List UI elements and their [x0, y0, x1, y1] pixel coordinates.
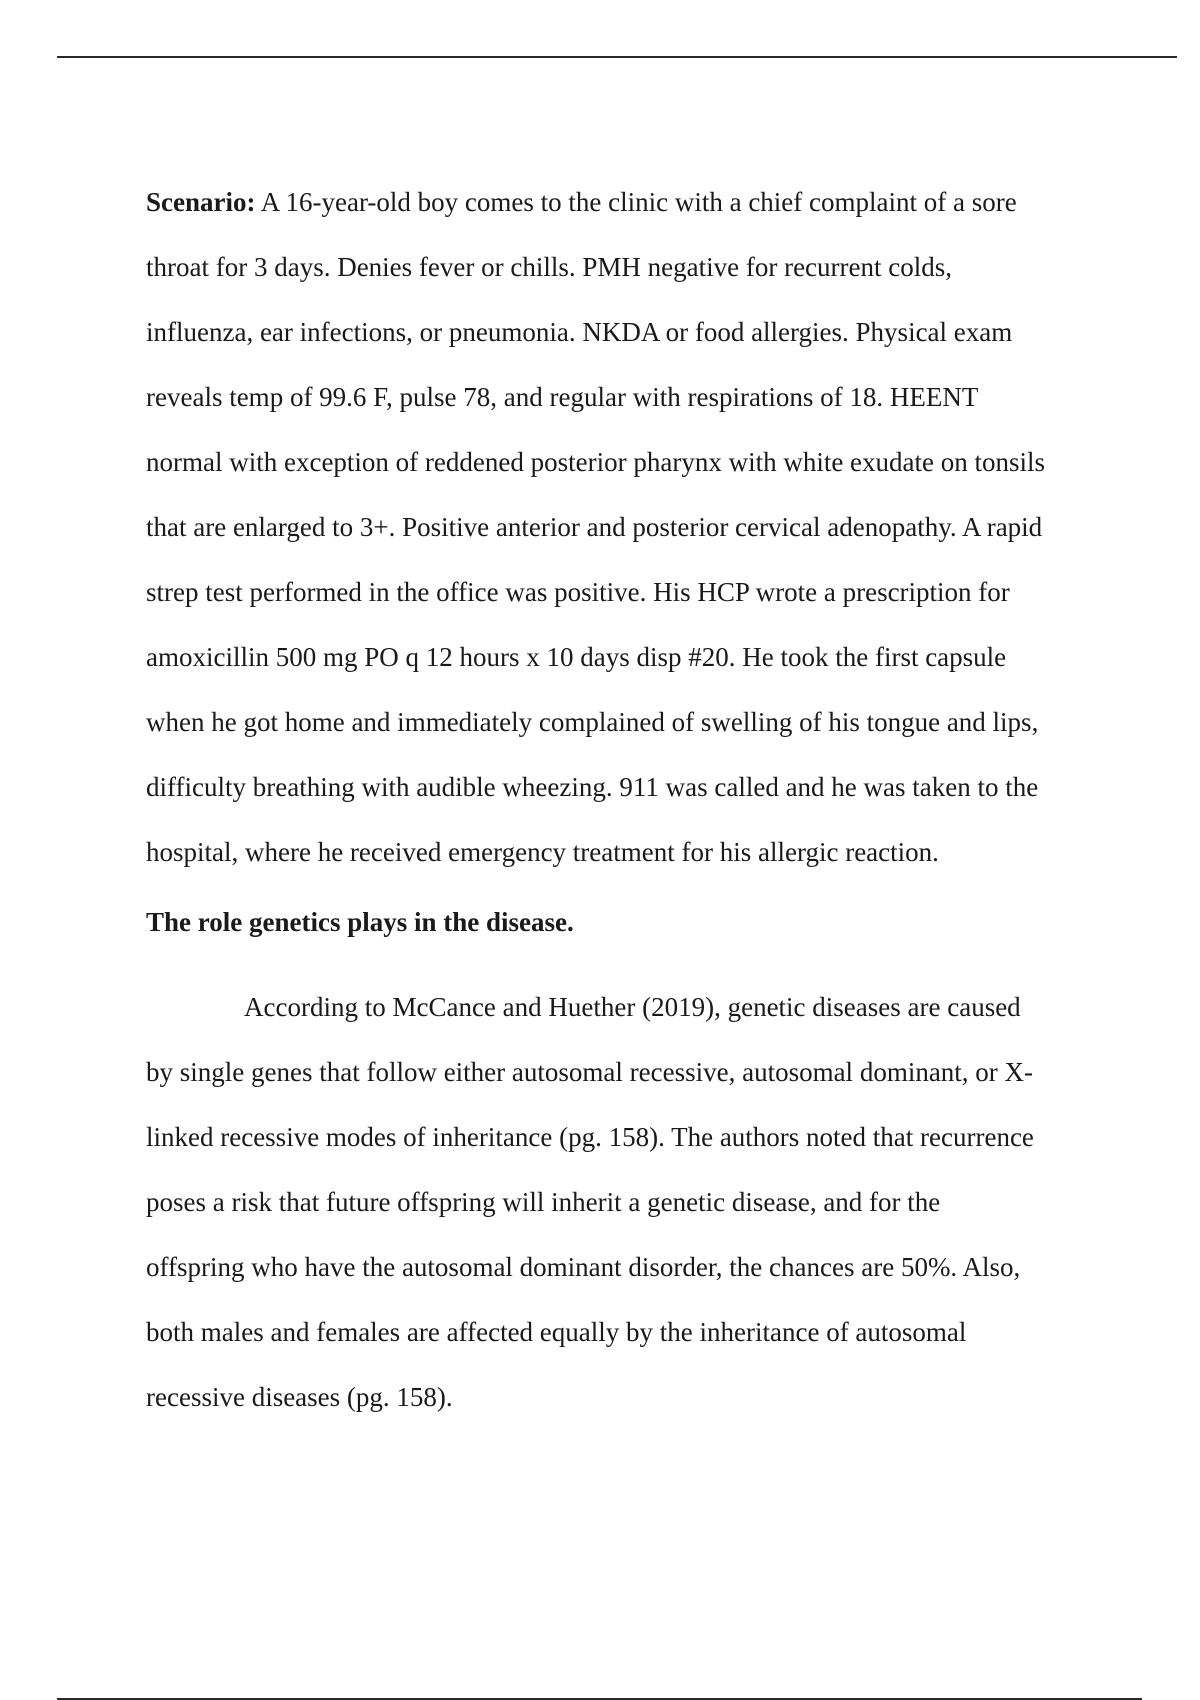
scenario-line: hospital, where he received emergency treatment for his allergic reaction.	[146, 837, 939, 867]
document-body	[146, 170, 1106, 1412]
genetics-line: both males and females are affected equally by the inheritance of autosomal	[146, 1317, 967, 1347]
scenario-line: influenza, ear infections, or pneumonia. NKDA or food allergies. Physical exam	[146, 317, 1013, 347]
genetics-line: poses a risk that future offspring will inherit a genetic disease, and for the	[146, 1187, 941, 1217]
genetics-paragraph	[146, 975, 1106, 1430]
genetics-line: by single genes that follow either autosomal recessive, autosomal dominant, or X-	[146, 1057, 1034, 1087]
scenario-line: strep test performed in the office was positive. His HCP wrote a prescription for	[146, 577, 1010, 607]
genetics-line: recessive diseases (pg. 158).	[146, 1382, 453, 1412]
scenario-line: amoxicillin 500 mg PO q 12 hours x 10 days disp #20. He took the first capsule	[146, 642, 1007, 672]
genetics-line: According to McCance and Huether (2019), genetic diseases are caused	[244, 992, 1021, 1022]
genetics-line: offspring who have the autosomal dominant disorder, the chances are 50%. Also,	[146, 1252, 1021, 1282]
section-heading: The role genetics plays in the disease.	[146, 907, 574, 937]
scenario-line	[146, 170, 1106, 235]
scenario-line: reveals temp of 99.6 F, pulse 78, and regular with respirations of 18. HEENT	[146, 382, 979, 412]
scenario-line: difficulty breathing with audible wheezing. 911 was called and he was taken to the	[146, 772, 1039, 802]
scenario-paragraph	[146, 170, 1106, 885]
scenario-line: when he got home and immediately complained of swelling of his tongue and lips,	[146, 707, 1039, 737]
scenario-label: Scenario:	[146, 187, 256, 217]
scenario-line: normal with exception of reddened posterior pharynx with white exudate on tonsils	[146, 447, 1046, 477]
scenario-line: throat for 3 days. Denies fever or chills. PMH negative for recurrent colds,	[146, 252, 952, 282]
header-rule	[57, 56, 1177, 58]
scenario-line: that are enlarged to 3+. Positive anterior and posterior cervical adenopathy. A rapid	[146, 512, 1043, 542]
genetics-line: linked recessive modes of inheritance (pg. 158). The authors noted that recurrence	[146, 1122, 1034, 1152]
scenario-text: A 16-year-old boy comes to the clinic with a chief complaint of a sore	[255, 187, 1017, 217]
